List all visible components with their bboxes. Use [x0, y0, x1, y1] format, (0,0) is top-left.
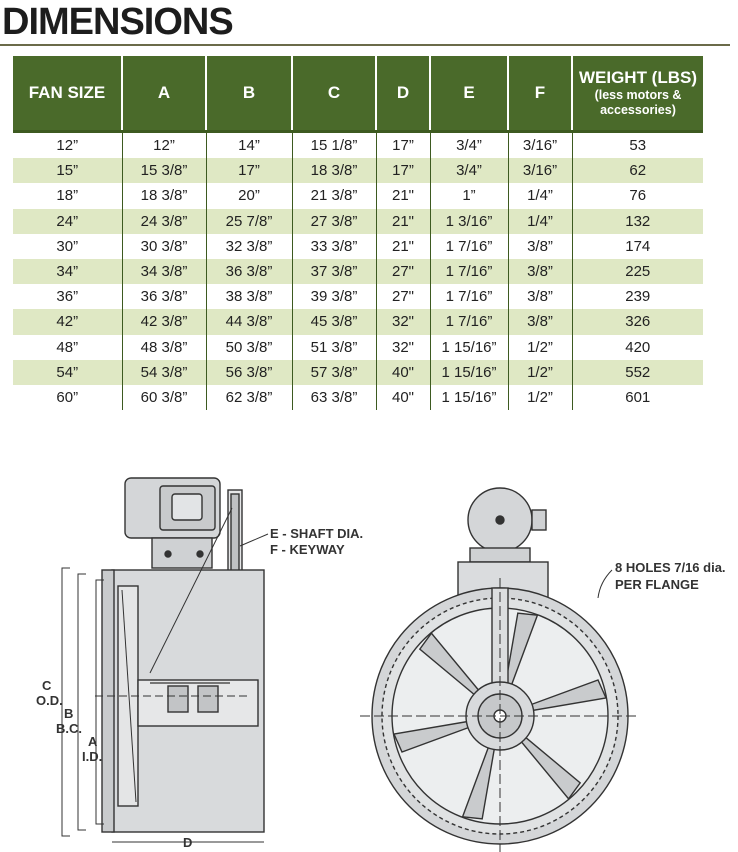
- table-cell: 62: [572, 158, 703, 183]
- table-header-row: [13, 56, 703, 132]
- col-header-d: D: [376, 56, 430, 132]
- table-cell: 326: [572, 309, 703, 334]
- table-cell: 17”: [376, 132, 430, 159]
- table-cell: 18 3/8”: [122, 183, 206, 208]
- table-cell: 25 7/8”: [206, 209, 292, 234]
- table-cell: 24 3/8”: [122, 209, 206, 234]
- fan-drawings: [0, 458, 738, 852]
- table-cell: 1/2”: [508, 335, 572, 360]
- table-cell: 1 7/16”: [430, 309, 508, 334]
- front-motor-base: [470, 548, 530, 562]
- dimensions-table: [13, 56, 703, 410]
- table-cell: 57 3/8”: [292, 360, 376, 385]
- table-cell: 15 3/8”: [122, 158, 206, 183]
- a-label: A: [88, 734, 98, 749]
- table-cell: 42 3/8”: [122, 309, 206, 334]
- table-cell: 36 3/8”: [122, 284, 206, 309]
- table-row: [13, 385, 703, 410]
- table-cell: 1/4”: [508, 183, 572, 208]
- inlet-flange: [102, 570, 114, 832]
- col-header-c: C: [292, 56, 376, 132]
- table-cell: 21": [376, 183, 430, 208]
- table-cell: 42”: [13, 309, 122, 334]
- col-header-e: E: [430, 56, 508, 132]
- table-cell: 1/2”: [508, 385, 572, 410]
- table-cell: 18 3/8”: [292, 158, 376, 183]
- table-cell: 239: [572, 284, 703, 309]
- table-cell: 40": [376, 360, 430, 385]
- weight-header-label: WEIGHT (LBS): [578, 68, 698, 87]
- holes-label-line1: 8 HOLES 7/16 dia.: [615, 560, 726, 575]
- bearing-left: [168, 686, 188, 712]
- table-cell: 36”: [56, 288, 79, 306]
- table-cell: 1”: [430, 183, 508, 208]
- keyway-label: F - KEYWAY: [270, 542, 345, 557]
- table-cell: 3/8”: [508, 259, 572, 284]
- table-cell: 12”: [122, 132, 206, 159]
- bearing-right: [198, 686, 218, 712]
- table-cell: 225: [572, 259, 703, 284]
- table-cell: 1 15/16”: [430, 385, 508, 410]
- table-cell: 601: [572, 385, 703, 410]
- motor-terminal: [172, 494, 202, 520]
- mount-bolt-icon: [165, 551, 171, 557]
- table-cell: 3/4”: [430, 132, 508, 159]
- shaft-dia-label: E - SHAFT DIA.: [270, 526, 364, 541]
- table-cell: 33 3/8”: [292, 234, 376, 259]
- table-cell: 15”: [13, 158, 122, 183]
- table-cell: 1 15/16”: [430, 335, 508, 360]
- table-cell: 24”: [13, 209, 122, 234]
- table-cell: 15 1/8”: [292, 132, 376, 159]
- table-cell: 48 3/8”: [122, 335, 206, 360]
- holes-leader: [598, 570, 612, 598]
- table-cell: 17”: [376, 158, 430, 183]
- table-cell: 1 3/16”: [430, 209, 508, 234]
- table-row: [13, 183, 703, 208]
- table-cell: 1 7/16”: [430, 259, 508, 284]
- table-cell: 38 3/8”: [206, 284, 292, 309]
- table-cell: 17”: [206, 158, 292, 183]
- table-cell: 20”: [206, 183, 292, 208]
- table-row: [13, 259, 703, 284]
- table-cell: 48”: [56, 338, 79, 356]
- table-cell: 14”: [206, 132, 292, 159]
- table-row: [13, 284, 703, 309]
- col-header-fan-size: FAN SIZE: [13, 56, 122, 132]
- front-view-drawing: [360, 488, 640, 852]
- table-cell: 40": [376, 385, 430, 410]
- table-cell: 27 3/8”: [292, 209, 376, 234]
- table-cell: 1/2”: [508, 360, 572, 385]
- front-motor-box: [532, 510, 546, 530]
- side-view-drawing: [62, 478, 268, 842]
- table-cell: 50 3/8”: [206, 335, 292, 360]
- table-row: [13, 360, 703, 385]
- table-cell: 3/8”: [508, 234, 572, 259]
- table-cell: 1 7/16”: [430, 234, 508, 259]
- table-row: [13, 132, 703, 159]
- table-cell: 21": [376, 209, 430, 234]
- table-cell: 3/16”: [508, 132, 572, 159]
- dim-c-bracket: [62, 568, 70, 836]
- table-cell: 552: [572, 360, 703, 385]
- table-cell: 27": [376, 259, 430, 284]
- table-row: [13, 158, 703, 183]
- table-cell: 30”: [56, 237, 79, 255]
- table-cell: 420: [572, 335, 703, 360]
- page-title: DIMENSIONS: [2, 1, 233, 43]
- c-label: C: [42, 678, 52, 693]
- table-cell: 63 3/8”: [292, 385, 376, 410]
- table-cell: 60 3/8”: [122, 385, 206, 410]
- table-cell: 30 3/8”: [122, 234, 206, 259]
- front-motor-shaft-icon: [496, 516, 504, 524]
- table-cell: 18”: [56, 187, 79, 205]
- weight-header-sublabel: (less motors & accessories): [594, 88, 682, 117]
- table-cell: 44 3/8”: [206, 309, 292, 334]
- table-row: [13, 209, 703, 234]
- table-cell: 1 15/16”: [430, 360, 508, 385]
- table-cell: 39 3/8”: [292, 284, 376, 309]
- d-label: D: [183, 835, 193, 850]
- table-cell: 53: [572, 132, 703, 159]
- table-cell: 37 3/8”: [292, 259, 376, 284]
- table-cell: 34 3/8”: [122, 259, 206, 284]
- table-cell: 54”: [13, 360, 122, 385]
- title-divider: [0, 44, 730, 46]
- bc-label: B.C.: [56, 721, 82, 736]
- table-row: [13, 309, 703, 334]
- holes-label-line2: PER FLANGE: [615, 577, 699, 592]
- table-cell: 34”: [13, 259, 122, 284]
- table-row: [13, 335, 703, 360]
- table-cell: 60”: [56, 388, 79, 406]
- table-cell: 56 3/8”: [206, 360, 292, 385]
- table-cell: 62 3/8”: [206, 385, 292, 410]
- table-cell: 76: [572, 183, 703, 208]
- table-cell: 32": [376, 335, 430, 360]
- table-cell: 3/4”: [430, 158, 508, 183]
- table-body: [13, 132, 703, 411]
- col-header-f: F: [508, 56, 572, 132]
- table-cell: 1 7/16”: [430, 284, 508, 309]
- table-cell: 132: [572, 209, 703, 234]
- table-cell: 12”: [56, 137, 79, 155]
- col-header-weight: [572, 56, 703, 132]
- table-cell: 174: [572, 234, 703, 259]
- table-cell: 51 3/8”: [292, 335, 376, 360]
- table-cell: 27": [376, 284, 430, 309]
- shaft-leader: [240, 534, 268, 546]
- col-header-a: A: [122, 56, 206, 132]
- dim-b-bracket: [78, 574, 86, 830]
- table-cell: 21": [376, 234, 430, 259]
- table-row: [13, 234, 703, 259]
- mount-bolt-icon: [197, 551, 203, 557]
- table-cell: 1/4”: [508, 209, 572, 234]
- table-cell: 3/16”: [508, 158, 572, 183]
- b-label: B: [64, 706, 74, 721]
- od-label: O.D.: [36, 693, 63, 708]
- table-cell: 21 3/8”: [292, 183, 376, 208]
- table-cell: 36 3/8”: [206, 259, 292, 284]
- table-cell: 3/8”: [508, 309, 572, 334]
- table-cell: 3/8”: [508, 284, 572, 309]
- table-cell: 32": [376, 309, 430, 334]
- col-header-b: B: [206, 56, 292, 132]
- id-label: I.D.: [82, 749, 103, 764]
- table-cell: 54 3/8”: [122, 360, 206, 385]
- table-cell: 45 3/8”: [292, 309, 376, 334]
- table-cell: 32 3/8”: [206, 234, 292, 259]
